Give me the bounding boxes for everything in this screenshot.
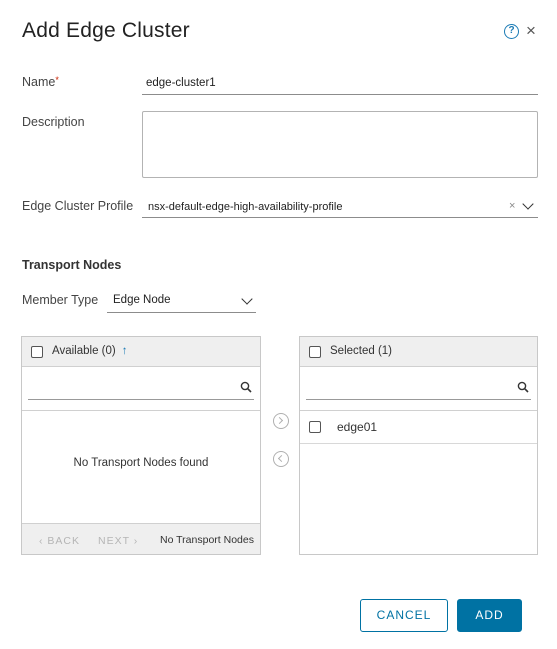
member-type-select[interactable]: Edge Node	[113, 294, 171, 306]
required-mark: *	[55, 75, 59, 85]
description-label: Description	[22, 115, 85, 129]
dialog-title: Add Edge Cluster	[22, 19, 190, 42]
add-button[interactable]: ADD	[457, 599, 522, 632]
available-empty-text: No Transport Nodes found	[73, 457, 209, 469]
available-search-underline	[28, 399, 254, 400]
available-search[interactable]	[22, 367, 260, 411]
chevron-down-icon[interactable]	[241, 293, 252, 304]
profile-clear-icon[interactable]: ×	[509, 200, 516, 212]
available-pagination	[22, 523, 260, 554]
selected-header	[300, 337, 537, 367]
profile-select[interactable]: nsx-default-edge-high-availability-profile	[148, 201, 343, 213]
help-circle-icon[interactable]: ?	[504, 24, 519, 39]
cancel-button[interactable]: CANCEL	[360, 599, 448, 632]
sort-up-icon[interactable]: ↑	[121, 345, 128, 357]
selected-count: Selected (1)	[330, 345, 393, 357]
close-icon[interactable]: ×	[526, 21, 536, 40]
available-count: Available (0)	[52, 345, 116, 357]
member-type-underline	[107, 312, 256, 313]
list-item-label: edge01	[337, 420, 378, 434]
member-type-label: Member Type	[22, 293, 99, 307]
edge01-checkbox[interactable]	[309, 421, 321, 433]
selected-search[interactable]	[300, 367, 537, 411]
move-left-icon[interactable]	[273, 451, 289, 467]
name-label	[22, 75, 59, 89]
name-label-text: Name	[22, 75, 56, 89]
profile-label: Edge Cluster Profile	[22, 199, 134, 213]
list-item[interactable]	[300, 411, 537, 444]
search-icon[interactable]	[240, 381, 252, 393]
description-textarea[interactable]	[142, 111, 538, 178]
name-input-underline	[142, 94, 538, 95]
back-button[interactable]: ‹ BACK	[39, 535, 81, 547]
name-input[interactable]: edge-cluster1	[146, 77, 216, 89]
pagination-info: No Transport Nodes	[160, 534, 254, 546]
profile-select-underline	[142, 217, 538, 218]
selected-panel	[299, 336, 538, 555]
search-icon[interactable]	[517, 381, 529, 393]
available-panel	[21, 336, 261, 555]
move-right-icon[interactable]	[273, 413, 289, 429]
selected-search-underline	[306, 399, 531, 400]
chevron-down-icon[interactable]	[522, 198, 533, 209]
available-select-all-checkbox[interactable]	[31, 346, 43, 358]
transport-nodes-title: Transport Nodes	[22, 258, 122, 272]
available-header-label	[52, 345, 127, 357]
next-button[interactable]: NEXT ›	[98, 535, 139, 547]
available-header	[22, 337, 260, 367]
selected-select-all-checkbox[interactable]	[309, 346, 321, 358]
